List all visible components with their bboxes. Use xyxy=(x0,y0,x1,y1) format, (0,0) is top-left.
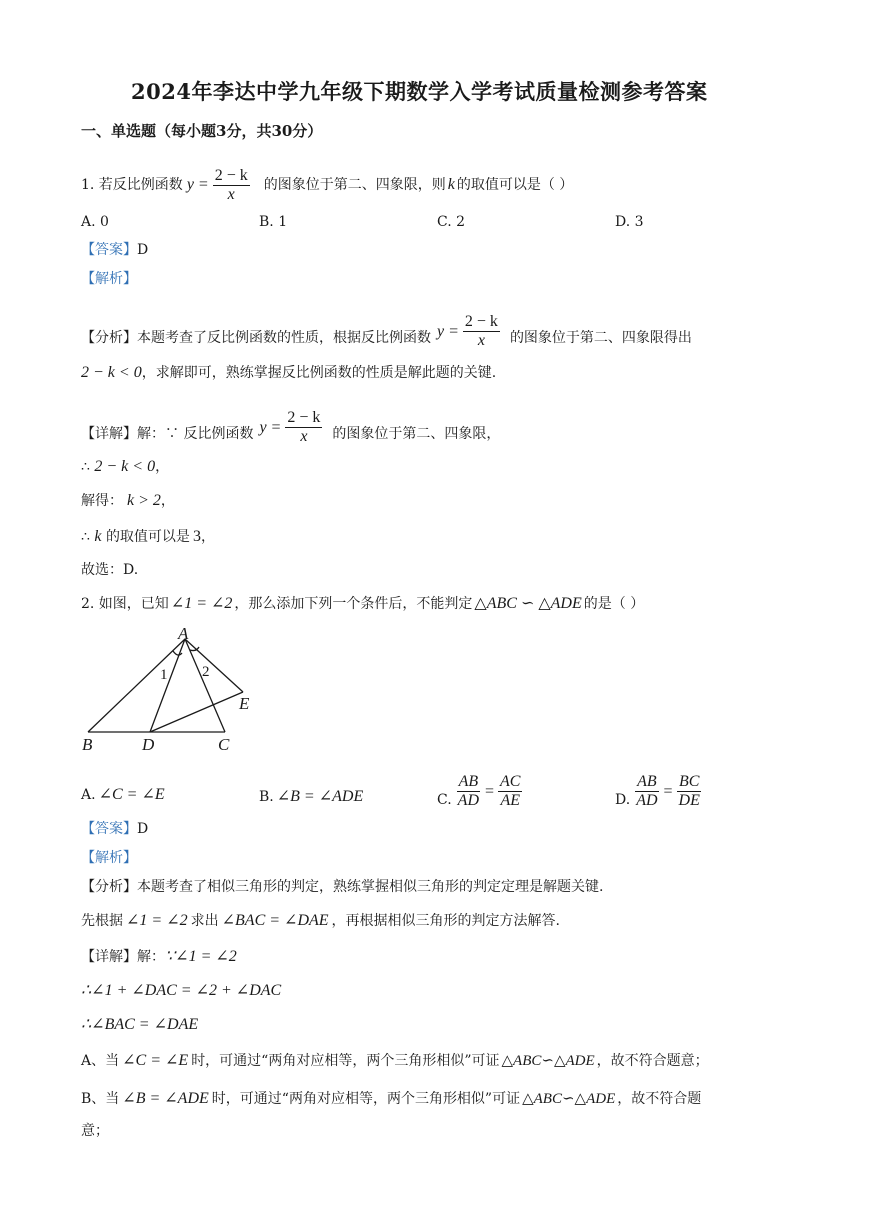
q2-similarity: △ABC ∽ △ADE xyxy=(474,595,582,612)
option-d-equals: = xyxy=(663,782,673,800)
q2-option-b-explain xyxy=(81,1090,701,1108)
first-mid: 求出 xyxy=(190,913,219,929)
q2-end: 的是（ ） xyxy=(583,596,645,612)
a-similarity: △ABC∽△ADE xyxy=(501,1053,595,1069)
first-condition: ∠1 = ∠2 xyxy=(126,912,188,929)
option-c-num2: AC xyxy=(500,773,521,790)
label-c: C xyxy=(218,735,230,754)
therefore-symbol: ∴ xyxy=(81,529,90,545)
label-d: D xyxy=(142,735,155,754)
label-b: B xyxy=(82,735,93,754)
step2-prefix: 解得： xyxy=(81,493,123,509)
q2-answer xyxy=(81,820,148,838)
therefore-symbol: ∴ xyxy=(81,459,90,475)
q1-function xyxy=(187,167,250,204)
segment-de xyxy=(150,692,243,732)
b-mid: 时，可通过“两角对应相等，两个三角形相似”可证 xyxy=(211,1091,521,1107)
step1-math: ∴∠1 + ∠DAC = ∠2 + ∠DAC xyxy=(81,982,282,999)
segment-ad xyxy=(150,639,185,732)
q2-option-b-explain-cont: 意； xyxy=(81,1123,109,1139)
detail-text: 解： xyxy=(137,949,165,965)
step3-end: ， xyxy=(200,529,215,545)
detail-tag: 【详解】 xyxy=(81,426,137,442)
detail-func-fraction xyxy=(285,409,322,446)
option-c-label: C. xyxy=(437,792,452,808)
option-d-num1: AB xyxy=(637,773,657,790)
detail-func-y: y = xyxy=(259,418,282,436)
q1-answer xyxy=(81,241,148,259)
label-a: A xyxy=(178,624,189,643)
q1-end: 的取值可以是（ ） xyxy=(456,177,574,193)
q1-var-k: k xyxy=(447,176,455,193)
option-d-num2: BC xyxy=(678,773,700,790)
section-heading: 一、单选题（每小题3分，共30分） xyxy=(81,122,323,140)
fenxi-text: 本题考查了反比例函数的性质，根据反比例函数 xyxy=(137,330,431,346)
q2-option-d xyxy=(615,762,702,810)
option-c-equals: = xyxy=(485,782,495,800)
q1-stem xyxy=(81,160,573,210)
option-b-math: ∠B = ∠ADE xyxy=(276,788,364,805)
q2-detail xyxy=(81,948,237,966)
answer-tag: 【答案】 xyxy=(81,821,137,837)
option-d-den1: AD xyxy=(636,792,658,809)
detail-func-numerator: 2 − k xyxy=(287,409,321,426)
q2-stem xyxy=(81,595,644,613)
segment-ab xyxy=(88,639,185,732)
q2-step1 xyxy=(81,982,281,1000)
fenxi-func-y: y = xyxy=(437,322,459,340)
q1-option-c: C. 2 xyxy=(437,214,466,230)
fenxi-text: 本题考查了相似三角形的判定，熟练掌握相似三角形的判定定理是解题关键. xyxy=(137,879,604,895)
q2-condition: ∠1 = ∠2 xyxy=(170,595,233,612)
detail-func-denominator: x xyxy=(300,428,308,445)
answer-value: D xyxy=(137,242,149,258)
q1-func-denominator: x xyxy=(227,185,235,203)
q1-step3 xyxy=(81,528,215,546)
step1-end: ， xyxy=(155,459,170,475)
answer-value: D xyxy=(137,821,149,837)
q2-fenxi xyxy=(81,878,603,896)
detail-tag: 【详解】 xyxy=(81,949,137,965)
b-prefix: B、当 xyxy=(81,1091,120,1107)
q2-option-a-explain xyxy=(81,1052,709,1070)
step3-mid: 的取值可以是 xyxy=(105,529,190,545)
q1-option-d: D. 3 xyxy=(615,214,644,230)
step2-math: k > 2 xyxy=(127,492,161,509)
fenxi-inequality: 2 − k < 0 xyxy=(81,364,142,381)
step1-math: 2 − k < 0 xyxy=(94,458,156,475)
q1-detail xyxy=(81,398,500,446)
q2-first-line xyxy=(81,912,560,930)
segment-ae xyxy=(185,639,243,692)
q1-step1 xyxy=(81,458,169,476)
fenxi-tail: ，求解即可，熟练掌握反比例函数的性质是解此题的关键. xyxy=(141,365,497,381)
fenxi-func-numerator: 2 − k xyxy=(464,313,498,330)
option-a-label: A. xyxy=(81,787,96,803)
option-d-den2: DE xyxy=(678,792,700,809)
a-condition: ∠C = ∠E xyxy=(122,1052,189,1069)
label-e: E xyxy=(239,694,250,713)
q2-mid: ，那么添加下列一个条件后，不能判定 xyxy=(234,596,473,612)
q1-prefix: 1. 若反比例函数 xyxy=(81,177,183,193)
fenxi-func-fraction xyxy=(463,313,500,350)
q1-step2 xyxy=(81,492,175,510)
q1-option-b: B. 1 xyxy=(259,214,288,230)
fenxi-end: 的图象位于第二、四象限得出 xyxy=(509,330,692,346)
step2-math: ∴∠BAC = ∠DAE xyxy=(81,1016,199,1033)
q2-option-a xyxy=(81,786,165,804)
a-prefix: A、当 xyxy=(81,1053,120,1069)
q2-prefix: 2. 如图，已知 xyxy=(81,596,169,612)
a-end: ，故不符合题意； xyxy=(596,1053,709,1069)
q1-detail-function xyxy=(259,409,322,446)
a-mid: 时，可通过“两角对应相等，两个三角形相似”可证 xyxy=(191,1053,500,1069)
b-similarity: △ABC∽△ADE xyxy=(522,1091,616,1107)
q1-option-a: A. 0 xyxy=(81,214,109,230)
b-condition: ∠B = ∠ADE xyxy=(122,1090,209,1107)
fenxi-tag: 【分析】 xyxy=(81,879,137,895)
q2-option-b xyxy=(259,788,363,806)
fenxi-func-denominator: x xyxy=(477,332,485,349)
fenxi-tag: 【分析】 xyxy=(81,330,137,346)
step3-k: k xyxy=(94,528,102,545)
detail-text: 解：∵ 反比例函数 xyxy=(137,426,254,442)
q1-fenxi-function xyxy=(437,313,500,350)
step3-value: 3 xyxy=(192,528,201,545)
option-d-fraction-2 xyxy=(677,773,702,810)
q1-func-numerator: 2 − k xyxy=(214,166,248,184)
page-title: 2024年李达中学九年级下期数学入学考试质量检测参考答案 xyxy=(131,79,708,104)
q2-triangle-figure xyxy=(78,622,268,754)
option-c-den1: AD xyxy=(457,792,479,809)
detail-end: 的图象位于第二、四象限， xyxy=(332,426,501,442)
q2-analysis-tag: 【解析】 xyxy=(81,850,137,866)
q1-fenxi xyxy=(81,302,692,350)
segment-ac xyxy=(185,639,225,732)
q2-step2 xyxy=(81,1016,198,1034)
option-a-math: ∠C = ∠E xyxy=(98,786,165,803)
q1-mid: 的图象位于第二、四象限，则 xyxy=(263,177,446,193)
option-d-fraction-1 xyxy=(634,773,659,810)
label-angle-2: 2 xyxy=(202,664,210,680)
q1-func-y: y = xyxy=(186,176,209,193)
first-result: ∠BAC = ∠DAE xyxy=(221,912,329,929)
b-end: ，故不符合题 xyxy=(617,1091,702,1107)
step2-end: ， xyxy=(160,493,175,509)
detail-math: ∵∠1 = ∠2 xyxy=(165,948,237,965)
option-c-num1: AB xyxy=(458,773,479,790)
q1-choose: 故选：D. xyxy=(81,562,139,578)
option-c-fraction-2 xyxy=(498,773,522,810)
option-c-den2: AE xyxy=(500,792,521,809)
answer-tag: 【答案】 xyxy=(81,242,137,258)
first-prefix: 先根据 xyxy=(81,913,123,929)
q1-fenxi-line2 xyxy=(81,364,496,382)
option-b-label: B. xyxy=(259,789,274,805)
option-d-label: D. xyxy=(615,792,631,808)
q2-option-c xyxy=(437,762,522,810)
label-angle-1: 1 xyxy=(160,667,168,683)
q1-func-fraction xyxy=(213,167,250,204)
option-c-fraction-1 xyxy=(456,773,481,810)
first-end: ，再根据相似三角形的判定方法解答. xyxy=(331,913,560,929)
q1-analysis-tag: 【解析】 xyxy=(81,271,137,287)
